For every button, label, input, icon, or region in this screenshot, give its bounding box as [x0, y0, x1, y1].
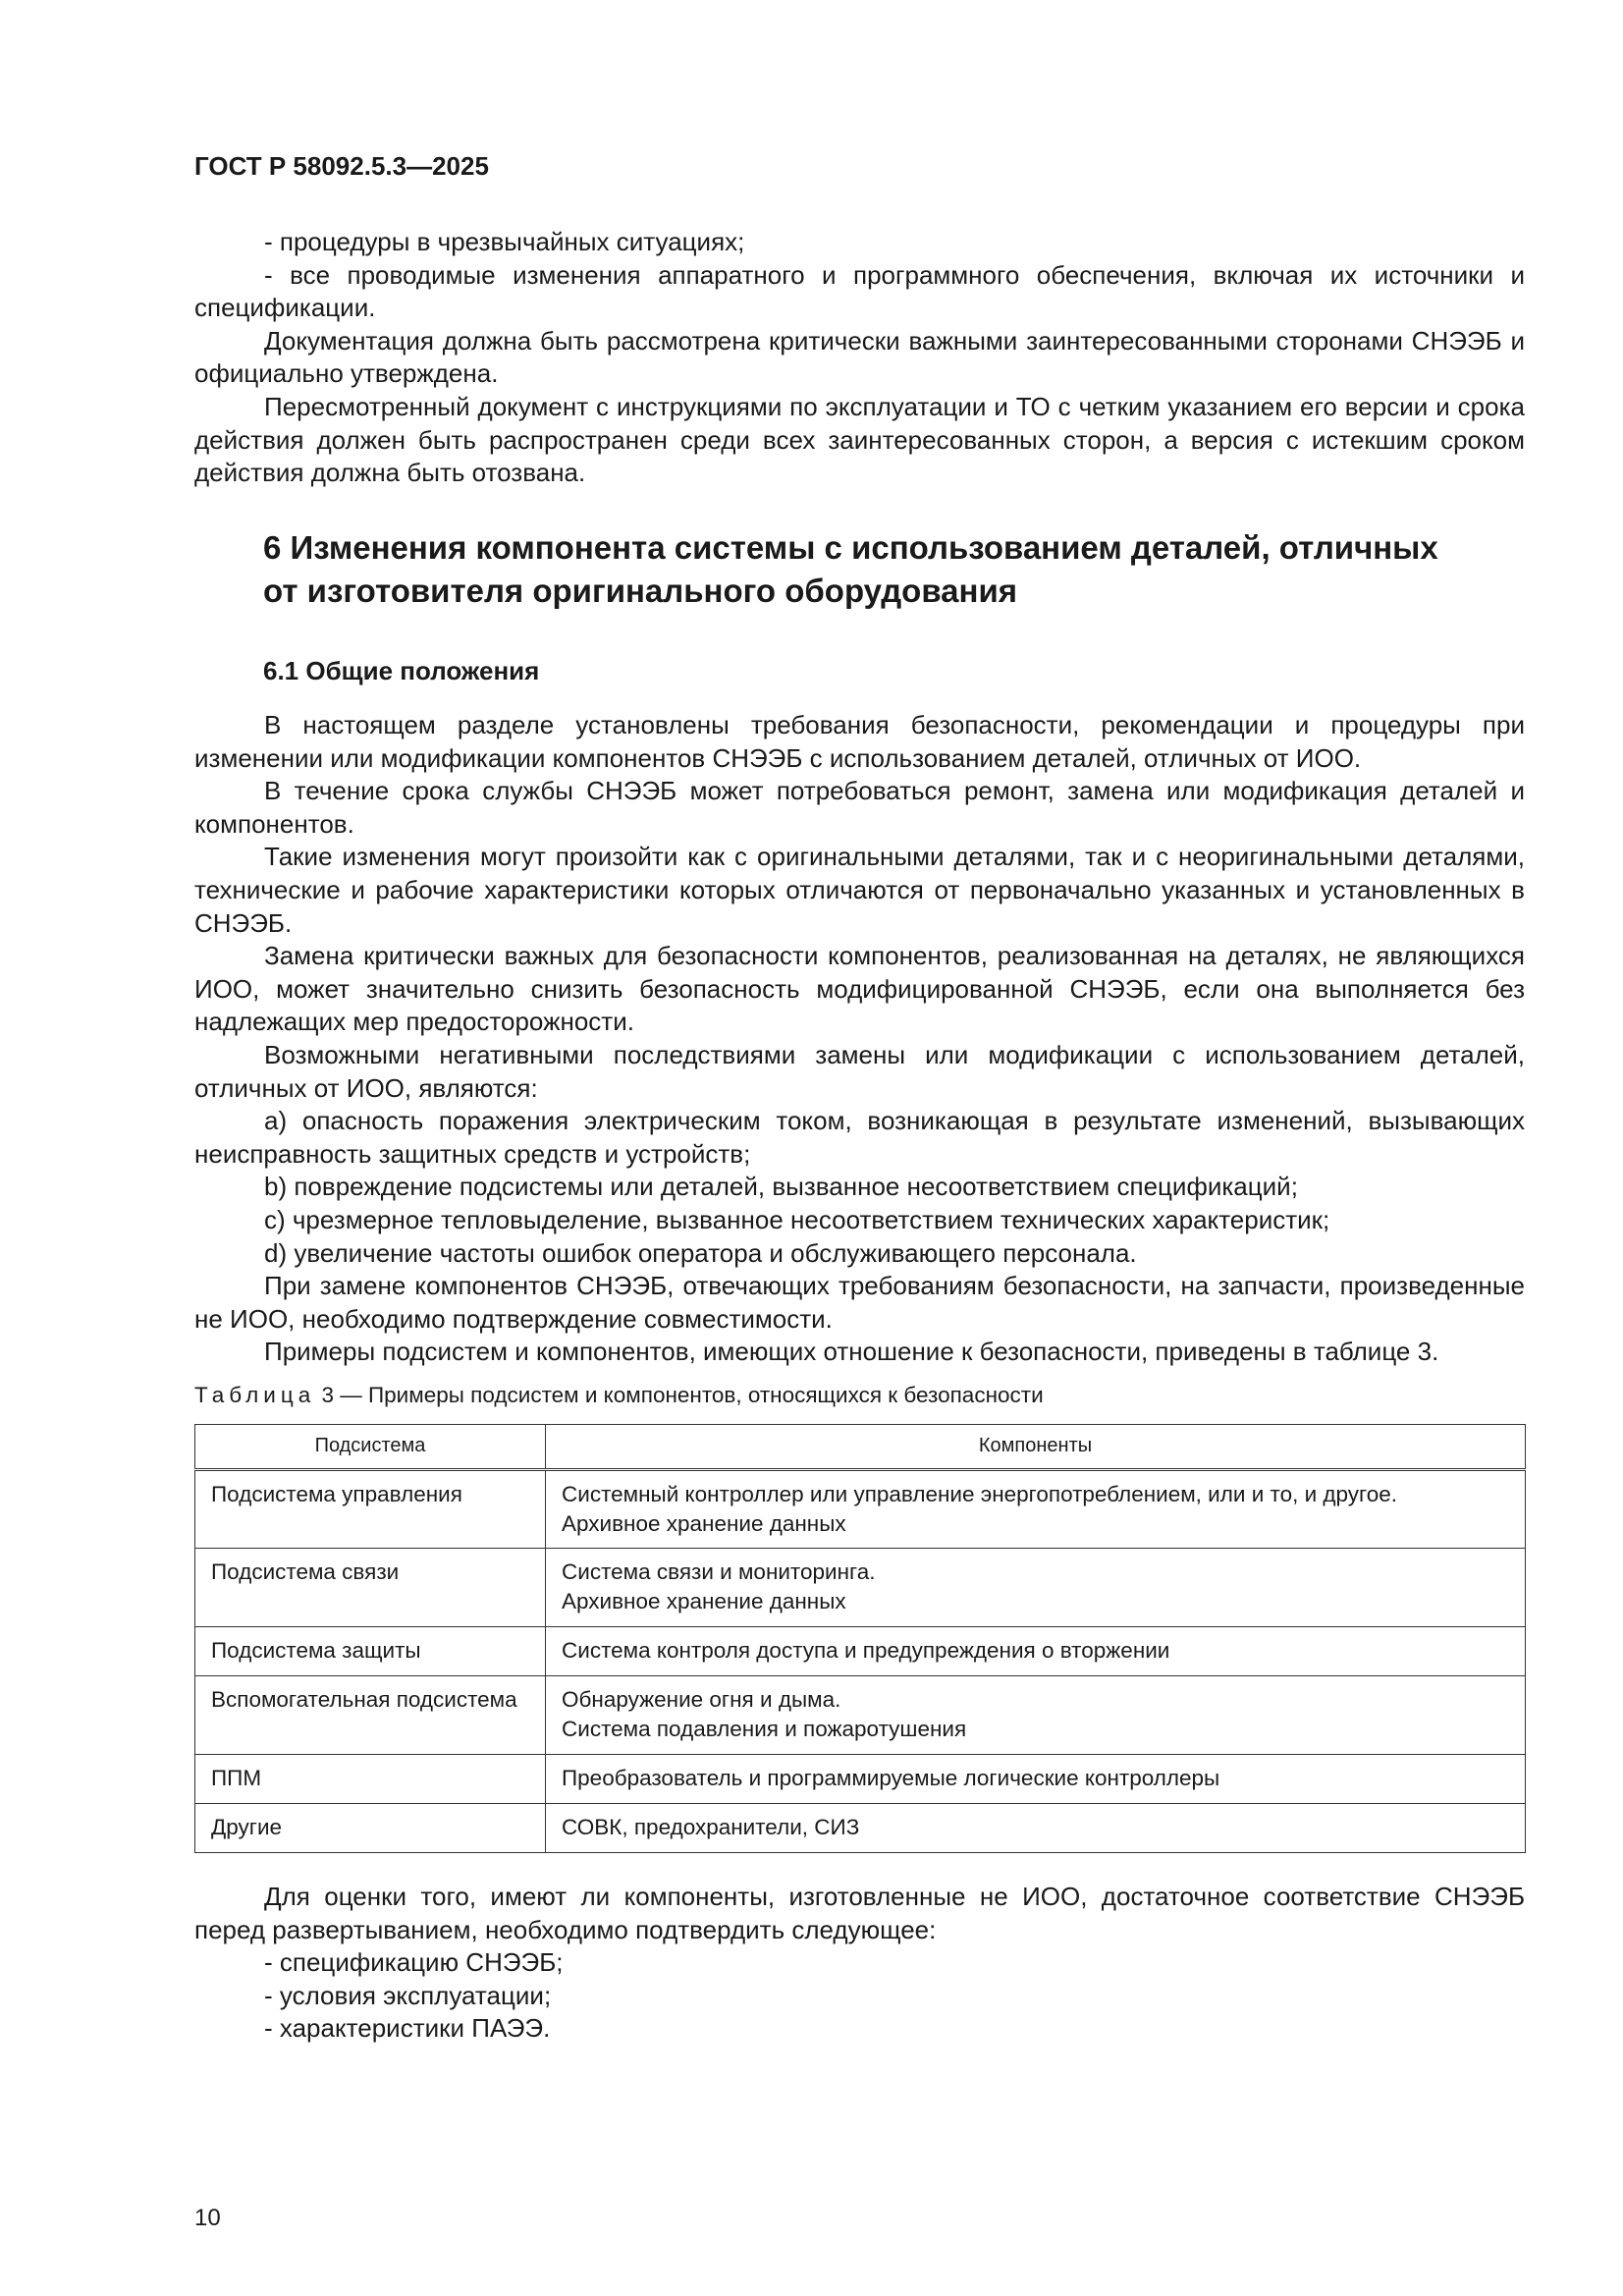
- component-line: Система подавления и пожаротушения: [562, 1717, 967, 1741]
- paragraph: Для оценки того, имеют ли компоненты, изготовленные не ИОО, достаточное соответствие СНЭЭБ перед развертыванием, необходимо подтвердить следующее:: [194, 1882, 1525, 1944]
- table-caption-label: Таблица: [194, 1383, 316, 1407]
- table-row: [195, 1627, 1526, 1676]
- list-item: - характеристики ПАЭЭ.: [264, 2013, 551, 2044]
- paragraph: В настоящем разделе установлены требования безопасности, рекомендации и процедуры при изменении или модификации компонентов СНЭЭБ с использованием деталей, отличных от ИОО.: [194, 710, 1525, 773]
- list-item: - процедуры в чрезвычайных ситуациях;: [264, 227, 745, 256]
- list-item: c) чрезмерное тепловыделение, вызванное несоответствием технических характеристик;: [264, 1204, 1330, 1234]
- components-cell: [546, 1804, 1526, 1853]
- component-line: Обнаружение огня и дыма.: [562, 1687, 841, 1712]
- paragraph: В течение срока службы СНЭЭБ может потребоваться ремонт, замена или модификация деталей и компонентов.: [194, 776, 1525, 839]
- list-item: - спецификацию СНЭЭБ;: [264, 1947, 564, 1978]
- component-line: СОВК, предохранители, СИЗ: [562, 1815, 860, 1839]
- section-6-heading-line: 6 Изменения компонента системы с использованием деталей, отличных: [263, 529, 1438, 566]
- subsystems-table: [194, 1424, 1526, 1853]
- list-item: - все проводимые изменения аппаратного и программного обеспечения, включая их источники и спецификации.: [194, 259, 1525, 323]
- component-line: Системный контроллер или управление энергопотреблением, или и то, и другое.: [562, 1482, 1398, 1506]
- list-item: - условия эксплуатации;: [264, 1980, 552, 2010]
- table-row: [195, 1755, 1526, 1804]
- component-line: Система контроля доступа и предупреждения о вторжении: [562, 1638, 1170, 1663]
- subsystem-cell: Подсистема связи: [195, 1549, 546, 1627]
- section-6-heading: [263, 526, 1438, 613]
- subsystem-cell: Подсистема защиты: [195, 1627, 546, 1676]
- components-cell: [546, 1549, 1526, 1627]
- component-line: Преобразователь и программируемые логические контроллеры: [562, 1766, 1220, 1790]
- components-cell: [546, 1676, 1526, 1755]
- subsystem-cell: Другие: [195, 1804, 546, 1853]
- paragraph: Пересмотренный документ с инструкциями по эксплуатации и ТО с четким указанием его версии и срока действия должен быть распространен среди всех заинтересованных сторон, а версия с истекшим сроком действия должна быть отозвана.: [194, 391, 1525, 488]
- intro-block: [194, 226, 1525, 490]
- column-header-subsystem: Подсистема: [195, 1425, 546, 1470]
- table-row: [195, 1549, 1526, 1627]
- component-line: Архивное хранение данных: [562, 1589, 846, 1613]
- paragraph: Такие изменения могут произойти как с оригинальными деталями, так и с неоригинальными деталями, технические и рабочие характеристики которых отличаются от первоначально указанных и установленных в СНЭЭБ.: [194, 842, 1525, 938]
- table-header-row: [195, 1425, 1526, 1470]
- list-item: b) повреждение подсистемы или деталей, вызванное несоответствием спецификаций;: [264, 1172, 1298, 1202]
- table-row: [195, 1470, 1526, 1549]
- paragraph: Возможными негативными последствиями замены или модификации с использованием деталей, отличных от ИОО, являются:: [194, 1039, 1525, 1103]
- table-row: [195, 1676, 1526, 1755]
- subsystem-cell: ППМ: [195, 1755, 546, 1804]
- paragraph: Примеры подсистем и компонентов, имеющих отношение к безопасности, приведены в таблице 3.: [264, 1337, 1439, 1367]
- subsection-6-1-heading: 6.1 Общие положения: [263, 656, 540, 685]
- table-row: [195, 1804, 1526, 1853]
- after-table-block: [194, 1881, 1525, 2046]
- section-6-heading-line: от изготовителя оригинального оборудования: [263, 573, 1017, 609]
- component-line: Архивное хранение данных: [562, 1511, 846, 1536]
- table-caption-text: 3 — Примеры подсистем и компонентов, относящихся к безопасности: [315, 1383, 1044, 1407]
- paragraph: Документация должна быть рассмотрена критически важными заинтересованными сторонами СНЭЭБ и официально утверждена.: [194, 325, 1525, 389]
- document-code-header: ГОСТ Р 58092.5.3—2025: [194, 151, 489, 181]
- column-header-components: Компоненты: [546, 1425, 1526, 1470]
- subsystem-cell: Вспомогательная подсистема: [195, 1676, 546, 1755]
- list-item: a) опасность поражения электрическим током, возникающая в результате изменений, вызывающих неисправность защитных средств и устройств;: [194, 1106, 1525, 1169]
- list-item: d) увеличение частоты ошибок оператора и обслуживающего персонала.: [264, 1237, 1137, 1268]
- page-number: 10: [194, 2205, 221, 2231]
- paragraph: При замене компонентов СНЭЭБ, отвечающих требованиям безопасности, на запчасти, произведенные не ИОО, необходимо подтверждение совместимости.: [194, 1271, 1525, 1334]
- components-cell: [546, 1755, 1526, 1804]
- components-cell: [546, 1470, 1526, 1549]
- paragraph: Замена критически важных для безопасности компонентов, реализованная на деталях, не являющихся ИОО, может значительно снизить безопасность модифицированной СНЭЭБ, если она выполняется без надлежащих мер предосторожности.: [194, 941, 1525, 1037]
- section-6-1-body: [194, 709, 1525, 1369]
- components-cell: [546, 1627, 1526, 1676]
- subsystem-cell: Подсистема управления: [195, 1470, 546, 1549]
- component-line: Система связи и мониторинга.: [562, 1559, 876, 1584]
- table-caption: [194, 1381, 1044, 1410]
